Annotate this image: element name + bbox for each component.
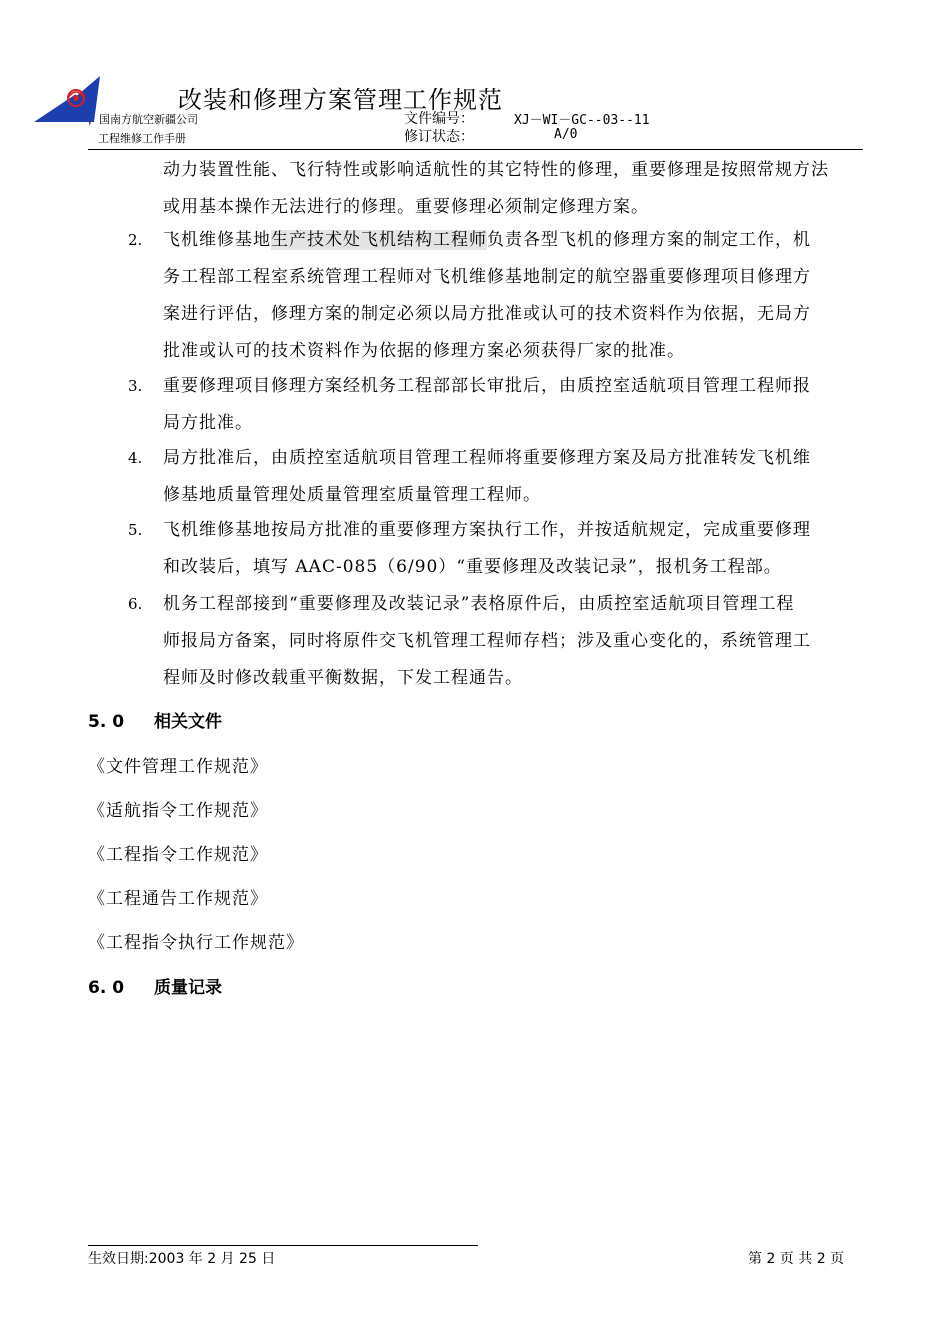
- continuation-line: 或用基本操作无法进行的修理。重要修理必须制定修理方案。: [163, 197, 649, 217]
- item-line: 局方批准。: [163, 413, 253, 433]
- item-line: 局方批准后，由质控室适航项目管理工程师将重要修理方案及局方批准转发飞机维: [163, 448, 811, 468]
- item-line: [163, 222, 811, 259]
- item-line: 师报局方备案，同时将原件交飞机管理工程师存档；涉及重心变化的，系统管理工: [163, 631, 811, 651]
- item-number: 5.: [128, 521, 143, 539]
- item-number: 3.: [128, 377, 143, 395]
- list-item: [163, 368, 811, 442]
- item-text: 负责各型飞机的修理方案的制定工作，机: [487, 230, 811, 250]
- item-line: 飞机维修基地按局方批准的重要修理方案执行工作，并按适航规定，完成重要修理: [163, 520, 811, 540]
- item-line: 机务工程部接到“重要修理及改装记录”表格原件后，由质控室适航项目管理工程: [163, 594, 795, 614]
- page-number: 第 2 页 共 2 页: [748, 1251, 845, 1267]
- continuation-line: 动力装置性能、飞行特性或影响适航性的其它特性的修理，重要修理是按照常规方法: [163, 160, 829, 180]
- section-number: 6. 0: [88, 978, 125, 998]
- item-line: 批准或认可的技术资料作为依据的修理方案必须获得厂家的批准。: [163, 341, 685, 361]
- manual-name: 工程维修工作手册: [98, 132, 186, 145]
- related-doc-item: 《工程指令工作规范》: [88, 845, 268, 865]
- doc-number-label: 文件编号：: [404, 111, 474, 127]
- company-name: ，国南方航空新疆公司: [88, 113, 198, 126]
- list-item: [163, 222, 811, 370]
- highlighted-text: 生产技术处飞机结构工程师: [271, 230, 487, 250]
- related-doc-item: 《文件管理工作规范》: [88, 757, 268, 777]
- section-heading-quality-records: [88, 973, 222, 998]
- item-number: 6.: [128, 595, 143, 613]
- item-number: 2.: [128, 231, 143, 249]
- doc-number-value: XJ－WI－GC--03--11: [514, 113, 650, 128]
- item-line: 案进行评估，修理方案的制定必须以局方批准或认可的技术资料作为依据，无局方: [163, 304, 811, 324]
- item-line: 和改装后，填写 AAC-085（6/90）“重要修理及改装记录”，报机务工程部。: [163, 557, 782, 577]
- revision-value: A/0: [554, 127, 578, 142]
- header-divider: [88, 149, 863, 150]
- list-item: [163, 586, 811, 697]
- continuation-paragraph: [163, 152, 829, 226]
- revision-label: 修订状态：: [404, 129, 474, 145]
- item-line: 重要修理项目修理方案经机务工程部部长审批后，由质控室适航项目管理工程师报: [163, 376, 811, 396]
- section-title: 质量记录: [154, 978, 222, 998]
- section-number: 5. 0: [88, 712, 125, 732]
- list-item: [163, 440, 811, 514]
- list-item: [163, 512, 811, 586]
- related-doc-item: 《适航指令工作规范》: [88, 801, 268, 821]
- effective-date: 生效日期:2003 年 2 月 25 日: [88, 1251, 276, 1267]
- footer-divider: [88, 1245, 478, 1246]
- item-line: 务工程部工程室系统管理工程师对飞机维修基地制定的航空器重要修理项目修理方: [163, 267, 811, 287]
- item-text: 飞机维修基地: [163, 230, 271, 250]
- item-line: 程师及时修改载重平衡数据，下发工程通告。: [163, 668, 523, 688]
- section-heading-related-docs: [88, 707, 222, 732]
- item-number: 4.: [128, 449, 143, 467]
- document-title: 改装和修理方案管理工作规范: [178, 86, 503, 114]
- section-title: 相关文件: [154, 712, 222, 732]
- related-doc-item: 《工程指令执行工作规范》: [88, 933, 304, 953]
- related-doc-item: 《工程通告工作规范》: [88, 889, 268, 909]
- item-line: 修基地质量管理处质量管理室质量管理工程师。: [163, 485, 541, 505]
